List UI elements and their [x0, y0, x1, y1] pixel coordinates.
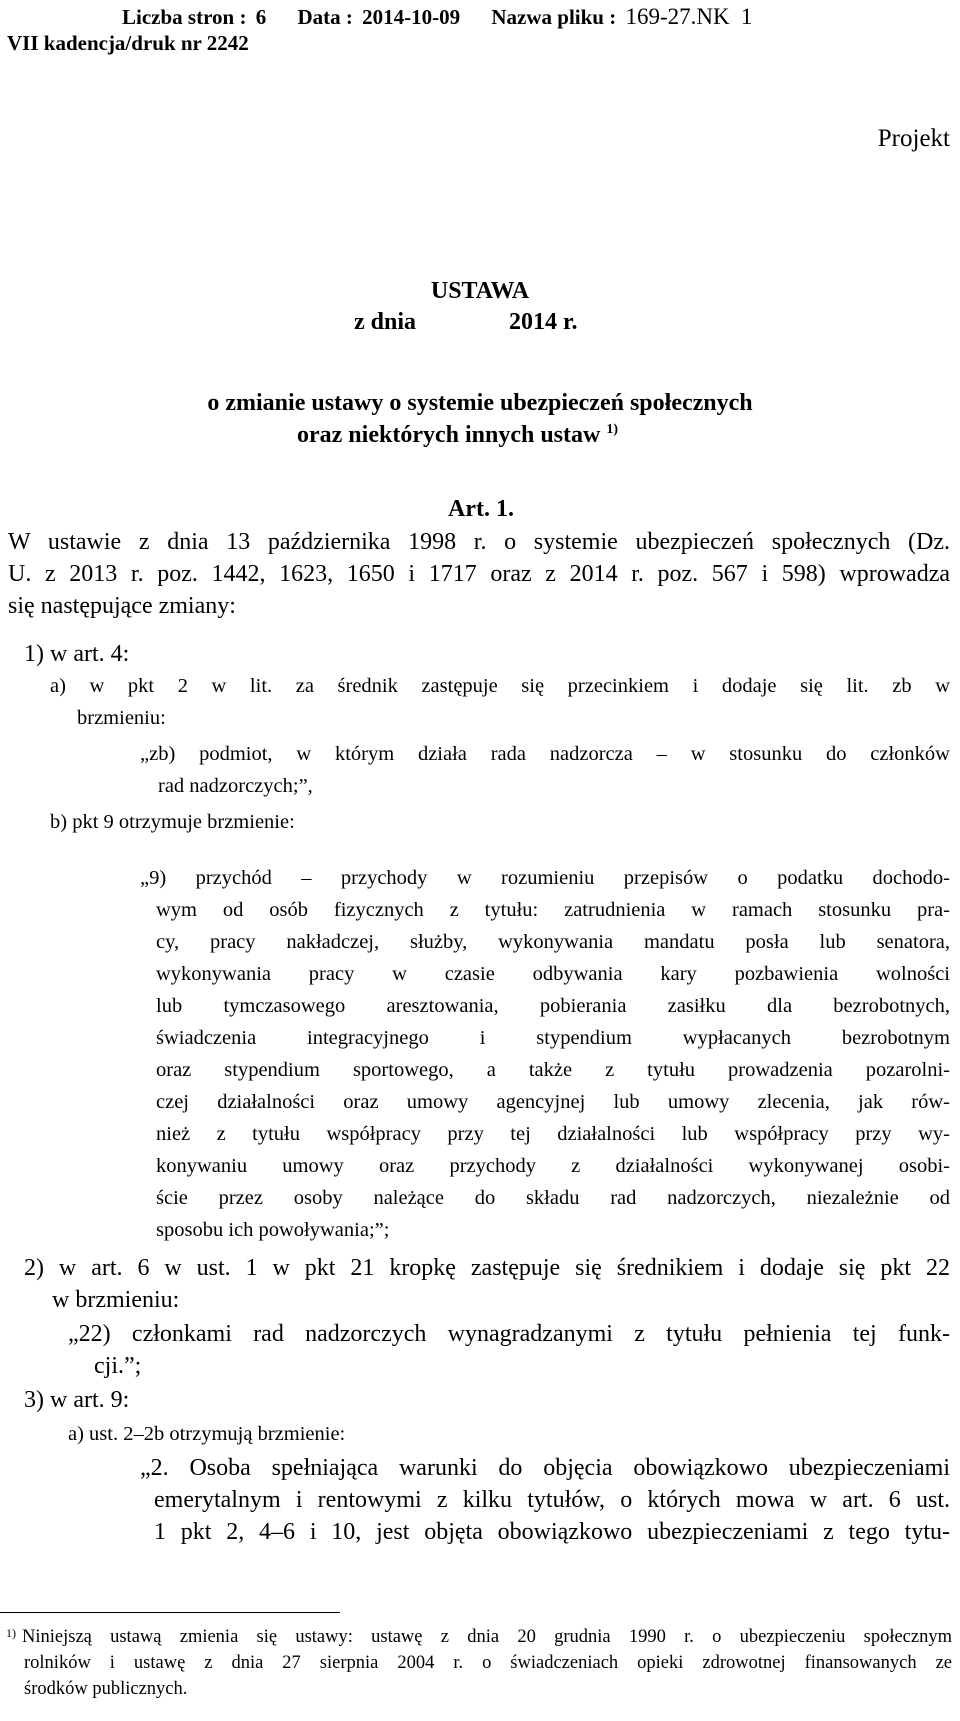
quote-line: „9) przychód – przychody w rozumieniu przepisów o podatku dochodo-	[140, 867, 950, 889]
quote-line: oraz stypendium sportowego, a także z tytułu prowadzenia pozarolni-	[156, 1059, 950, 1081]
point-2	[24, 1252, 950, 1316]
point-1: 1) w art. 4:	[24, 641, 130, 667]
projekt-label: Projekt	[877, 125, 950, 152]
quote-line: emerytalnym i rentowymi z kilku tytułów, o których mowa w art. 6 ust.	[154, 1487, 950, 1513]
date-value: 2014-10-09	[362, 5, 461, 29]
kadencja-label: VII kadencja/druk nr 2242	[7, 31, 249, 55]
intro-line: się następujące zmiany:	[8, 593, 236, 619]
quote-line: lub tymczasowego aresztowania, pobierania zasiłku dla bezrobotnych,	[156, 995, 950, 1017]
quote-line: sposobu ich powoływania;”;	[156, 1219, 390, 1241]
act-subject-line-2	[297, 422, 618, 449]
quote-line: rad nadzorczych;”,	[158, 775, 313, 797]
quote-line: „zb) podmiot, w którym działa rada nadzorcza – w stosunku do członków	[140, 743, 950, 765]
date-label: Data :	[297, 5, 353, 29]
footnote-ref: 1)	[606, 422, 619, 437]
quote-line: 1 pkt 2, 4–6 i 10, jest objęta obowiązkowo ubezpieczeniami z tego tytu-	[154, 1519, 950, 1545]
quote-line: „22) członkami rad nadzorczych wynagradzanymi z tytułu pełnienia tej funk-	[68, 1321, 950, 1347]
act-subject-text: oraz niektórych innych ustaw	[297, 422, 601, 448]
article-intro	[8, 526, 950, 622]
act-title: USTAWA	[430, 278, 530, 304]
point-2-line: w brzmieniu:	[52, 1287, 180, 1313]
point-1a-quote	[140, 738, 950, 802]
quote-line: wym od osób fizycznych z tytułu: zatrudnienia w ramach stosunku pra-	[156, 899, 950, 921]
intro-line: W ustawie z dnia 13 października 1998 r. o systemie ubezpieczeń społecznych (Dz.	[8, 529, 950, 555]
quote-line: konywaniu umowy oraz przychody z działalności wykonywanej osobi-	[156, 1155, 950, 1177]
point-2-line: 2) w art. 6 w ust. 1 w pkt 21 kropkę zastępuje się średnikiem i dodaje się pkt 22	[24, 1255, 950, 1281]
point-1b: b) pkt 9 otrzymuje brzmienie:	[50, 811, 295, 833]
file-label: Nazwa pliku :	[491, 5, 617, 29]
quote-line: „2. Osoba spełniająca warunki do objęcia obowiązkowo ubezpieczeniami	[140, 1455, 950, 1481]
point-1a-line: brzmieniu:	[77, 707, 166, 729]
pages-label: Liczba stron :	[122, 5, 247, 29]
quote-line: ście przez osoby należące do składu rad nadzorczych, niezależnie od	[156, 1187, 950, 1209]
intro-line: U. z 2013 r. poz. 1442, 1623, 1650 i 1717 oraz z 2014 r. poz. 567 i 598) wprowadza	[8, 561, 950, 587]
quote-line: cji.”;	[94, 1353, 142, 1379]
act-subject-line-1: o zmianie ustawy o systemie ubezpieczeń społecznych	[207, 390, 753, 416]
quote-line: czej działalności oraz umowy agencyjnej lub umowy zlecenia, jak rów-	[156, 1091, 950, 1113]
act-date-year: 2014 r.	[509, 309, 578, 335]
quote-line: nież z tytułu współpracy przy tej działalności lub współpracy przy wy-	[156, 1123, 950, 1145]
point-2-quote	[68, 1318, 950, 1382]
file-number: 1	[740, 4, 753, 29]
file-value: 169-27.NK	[625, 4, 730, 29]
point-1a-line: a) w pkt 2 w lit. za średnik zastępuje się przecinkiem i dodaje się lit. zb w	[50, 675, 950, 697]
quote-line: wykonywania pracy w czasie odbywania kary pozbawienia wolności	[156, 963, 950, 985]
footnote-rule	[0, 1612, 340, 1613]
footnote	[6, 1624, 952, 1702]
point-3a-quote	[140, 1452, 950, 1548]
footnote-line: rolników i ustawę z dnia 27 sierpnia 2004 r. o świadczeniach opieki zdrowotnej finansowanych ze	[24, 1653, 952, 1673]
footnote-line: Niniejszą ustawą zmienia się ustawy: ustawę z dnia 20 grudnia 1990 r. o ubezpieczeniu społecznym	[22, 1627, 952, 1647]
pages-value: 6	[255, 5, 267, 29]
footnote-marker: 1)	[6, 1626, 16, 1640]
point-3a: a) ust. 2–2b otrzymują brzmienie:	[68, 1423, 346, 1445]
article-heading: Art. 1.	[448, 496, 514, 522]
header-meta	[122, 4, 752, 30]
footnote-line: środków publicznych.	[24, 1679, 188, 1699]
quote-line: cy, pracy nakładczej, służby, wykonywania mandatu posła lub senatora,	[156, 931, 950, 953]
quote-line: świadczenia integracyjnego i stypendium wypłacanych bezrobotnym	[156, 1027, 950, 1049]
point-3: 3) w art. 9:	[24, 1387, 130, 1413]
act-date-prefix: z dnia	[354, 309, 417, 335]
point-1b-quote	[140, 862, 950, 1246]
point-1a	[50, 670, 950, 734]
